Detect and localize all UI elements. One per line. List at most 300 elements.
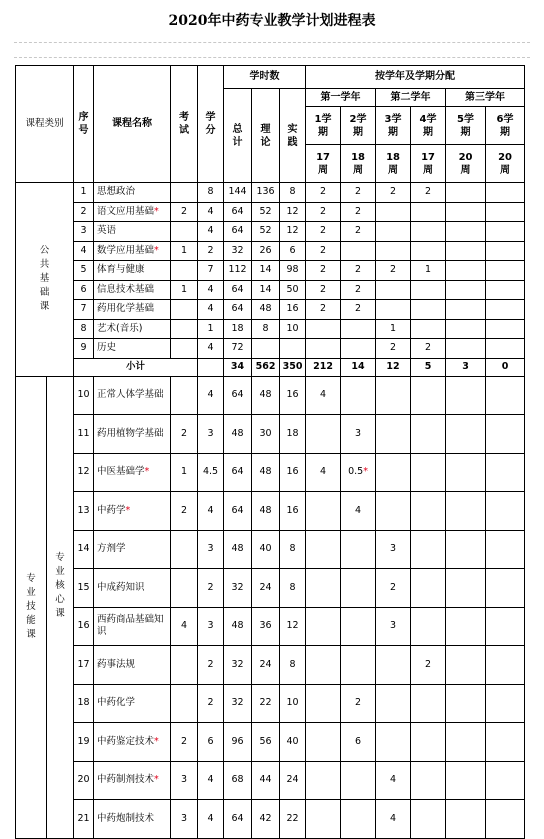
- table-row: [16, 415, 525, 454]
- weeks-header: [341, 145, 376, 183]
- semester-label-line: 3学: [384, 113, 402, 125]
- theory-hours: 42: [252, 800, 280, 839]
- total-hours: 18: [224, 319, 252, 339]
- exam-value: 2: [171, 202, 198, 222]
- weeks-label-line: 17: [421, 151, 435, 163]
- credit-header: 学 分: [198, 66, 224, 183]
- table-row: [16, 684, 525, 723]
- practice-hours: 10: [280, 319, 306, 339]
- semester-hours: [341, 761, 376, 800]
- theory-hours: 26: [252, 241, 280, 261]
- credit-value: 3: [198, 415, 224, 454]
- practice-hours: 98: [280, 261, 306, 281]
- semester-hours: [376, 607, 411, 646]
- semester-hours: [446, 183, 486, 203]
- exam-header: 考 试: [171, 66, 198, 183]
- teaching-plan-table: [15, 65, 525, 839]
- exam-value: 3: [171, 800, 198, 839]
- table-row: [16, 492, 525, 531]
- row-number: 4: [74, 241, 94, 261]
- row-number: 13: [74, 492, 94, 531]
- semester-hours: [486, 607, 525, 646]
- course-name: [94, 646, 171, 685]
- exam-value: 4: [171, 607, 198, 646]
- semester-hours: [486, 241, 525, 261]
- course-name: [94, 241, 171, 261]
- semester-label: [315, 113, 332, 139]
- semester-hours: [486, 800, 525, 839]
- exam-value: 2: [171, 492, 198, 531]
- total-hours: 32: [224, 569, 252, 608]
- semester-header: [411, 107, 446, 145]
- weeks-label: [459, 151, 473, 177]
- course-name: [94, 183, 171, 203]
- theory-hours: 136: [252, 183, 280, 203]
- hours-header: 学时数: [224, 66, 306, 89]
- semester-hours: [376, 646, 411, 685]
- semester-hours: [306, 530, 341, 569]
- semester-hours: [411, 415, 446, 454]
- table-row: [16, 300, 525, 320]
- subtotal-s4: 3: [446, 358, 486, 376]
- semester-hours: [341, 646, 376, 685]
- semester-hours: [376, 222, 411, 242]
- table-row: [16, 319, 525, 339]
- semester-hours: [376, 300, 411, 320]
- table-body: [16, 66, 525, 839]
- semester-hours-text: 3: [390, 620, 397, 632]
- semester-hours: [411, 222, 446, 242]
- semester-hours: [411, 202, 446, 222]
- credit-value: 4: [198, 202, 224, 222]
- semester-hours: [486, 300, 525, 320]
- theory-hours: 44: [252, 761, 280, 800]
- semester-hours: [341, 319, 376, 339]
- semester-hours-text: 6: [355, 735, 362, 747]
- row-number: 1: [74, 183, 94, 203]
- course-name-text: 中药炮制技术: [97, 812, 155, 824]
- theory-hours: 14: [252, 261, 280, 281]
- total-hours: 64: [224, 280, 252, 300]
- exam-value: 1: [171, 280, 198, 300]
- table-row: [16, 261, 525, 281]
- semester-hours-text: 4: [320, 466, 327, 478]
- theory-hours: 24: [252, 569, 280, 608]
- semester-hours: [306, 261, 341, 281]
- semester-hours: [446, 319, 486, 339]
- practice-hours: 12: [280, 607, 306, 646]
- semester-hours: [376, 492, 411, 531]
- semester-hours: [446, 607, 486, 646]
- semester-hours: [446, 684, 486, 723]
- table-row: [16, 800, 525, 839]
- semester-hours: [411, 800, 446, 839]
- semester-hours: [341, 415, 376, 454]
- semester-hours: [306, 492, 341, 531]
- semester-hours: [446, 569, 486, 608]
- semester-hours: [306, 300, 341, 320]
- semester-hours: [306, 569, 341, 608]
- semester-hours: [486, 319, 525, 339]
- credit-value: 4: [198, 339, 224, 359]
- total-hours: 64: [224, 376, 252, 415]
- total-hours: 32: [224, 646, 252, 685]
- practice-hours: 22: [280, 800, 306, 839]
- vertical-label: 专业技能课: [26, 573, 36, 640]
- weeks-label: [421, 151, 435, 177]
- exam-value: 2: [171, 723, 198, 762]
- semester-hours: [446, 761, 486, 800]
- semester-label: [457, 113, 474, 139]
- practice-hours: 24: [280, 761, 306, 800]
- semester-header: [341, 107, 376, 145]
- semester-hours-text: 4: [355, 504, 362, 516]
- category-header: 课程类别: [16, 66, 74, 183]
- semester-hours: [411, 646, 446, 685]
- subtotal-exam: [198, 358, 224, 376]
- semester-hours: [446, 415, 486, 454]
- semester-hours-text: 2: [320, 303, 327, 315]
- course-name-text: 中药学: [97, 504, 126, 516]
- total-hours: 32: [224, 241, 252, 261]
- semester-hours: [341, 183, 376, 203]
- course-name-text: 中成药知识: [97, 581, 145, 593]
- course-name: [94, 319, 171, 339]
- semester-hours: [486, 530, 525, 569]
- semester-hours: [411, 241, 446, 261]
- weeks-label-line: 周: [460, 164, 471, 176]
- row-number: 10: [74, 376, 94, 415]
- semester-hours: [376, 376, 411, 415]
- semester-hours: [306, 241, 341, 261]
- theory-hours: 48: [252, 376, 280, 415]
- weeks-label: [498, 151, 512, 177]
- semester-hours: [341, 339, 376, 359]
- subtotal-practice: 212: [306, 358, 341, 376]
- semester-label-line: 期: [500, 126, 511, 138]
- year3-header: 第三学年: [446, 89, 525, 107]
- year2-header: 第二学年: [376, 89, 446, 107]
- exam-value: [171, 300, 198, 320]
- semester-hours: [486, 453, 525, 492]
- row-number: 12: [74, 453, 94, 492]
- row-number: 17: [74, 646, 94, 685]
- semester-hours: [306, 415, 341, 454]
- semester-hours: [486, 376, 525, 415]
- page-title: 2020年中药专业教学计划进程表: [168, 13, 376, 29]
- weeks-label-line: 18: [351, 151, 365, 163]
- course-name-text: 中医基础学: [97, 466, 145, 478]
- semester-hours: [486, 684, 525, 723]
- seq-header: 序 号: [74, 66, 94, 183]
- semester-header: [306, 107, 341, 145]
- semester-hours: [306, 280, 341, 300]
- semester-hours-text: 2: [425, 342, 432, 354]
- public-category: [16, 183, 74, 377]
- semester-hours: [306, 202, 341, 222]
- required-star: *: [154, 774, 159, 786]
- weeks-label-line: 周: [500, 164, 511, 176]
- semester-hours: [486, 569, 525, 608]
- practice-hours: 16: [280, 453, 306, 492]
- semester-hours: [341, 241, 376, 261]
- exam-value: 2: [171, 415, 198, 454]
- semester-hours: [376, 319, 411, 339]
- semester-hours-text: 2: [355, 697, 362, 709]
- practice-hours: 10: [280, 684, 306, 723]
- total-hours: 72: [224, 339, 252, 359]
- exam-value: 1: [171, 241, 198, 261]
- table-row: [16, 241, 525, 261]
- total-hours: 64: [224, 300, 252, 320]
- semester-hours: [486, 415, 525, 454]
- course-name-text: 体育与健康: [97, 264, 145, 276]
- weeks-label-line: 17: [316, 151, 330, 163]
- practice-hours: 12: [280, 222, 306, 242]
- semester-hours: [446, 241, 486, 261]
- course-name-text: 中药鉴定技术: [97, 735, 155, 747]
- row-number: 14: [74, 530, 94, 569]
- weeks-label-line: 18: [386, 151, 400, 163]
- required-star: *: [154, 735, 159, 747]
- weeks-header: [486, 145, 525, 183]
- course-name: [94, 339, 171, 359]
- semester-hours-text: 2: [320, 264, 327, 276]
- semester-hours: [486, 339, 525, 359]
- practice-hours: 16: [280, 376, 306, 415]
- semester-hours: [341, 300, 376, 320]
- exam-value: [171, 530, 198, 569]
- semester-hours: [411, 607, 446, 646]
- vertical-label: 公共基础课: [39, 245, 50, 313]
- theory-hours: 40: [252, 530, 280, 569]
- semester-hours: [306, 800, 341, 839]
- weeks-label: [386, 151, 400, 177]
- semester-hours-text: 2: [390, 342, 397, 354]
- semester-label: [350, 113, 367, 139]
- semester-hours: [411, 761, 446, 800]
- course-name-text: 方剂学: [97, 543, 126, 555]
- professional-category: [16, 376, 47, 838]
- semester-hours: [376, 761, 411, 800]
- credit-value: 4: [198, 300, 224, 320]
- total-header: 总 计: [224, 89, 252, 183]
- semester-hours-text: 2: [355, 225, 362, 237]
- semester-hours-text: 1: [390, 322, 397, 334]
- semester-hours: [446, 280, 486, 300]
- semester-hours-text: 4: [320, 389, 327, 401]
- semester-hours: [486, 202, 525, 222]
- subtotal-s2: 12: [376, 358, 411, 376]
- table-row: [16, 280, 525, 300]
- semester-hours-text: 2: [320, 283, 327, 295]
- semester-hours-text: 2: [425, 658, 432, 670]
- semester-hours: [411, 300, 446, 320]
- exam-value: [171, 183, 198, 203]
- semester-hours: [306, 453, 341, 492]
- course-name: [94, 415, 171, 454]
- course-name-text: 信息技术基础: [97, 283, 155, 295]
- theory-hours: 52: [252, 222, 280, 242]
- semester-hours: [411, 453, 446, 492]
- theory-hours: 48: [252, 453, 280, 492]
- credit-value: 4: [198, 376, 224, 415]
- credit-value: 4: [198, 492, 224, 531]
- semester-hours: [486, 646, 525, 685]
- course-name: [94, 684, 171, 723]
- semester-hours: [446, 800, 486, 839]
- semester-hours: [411, 319, 446, 339]
- semester-hours-text: 2: [320, 205, 327, 217]
- semester-hours: [446, 453, 486, 492]
- total-hours: 48: [224, 607, 252, 646]
- semester-hours: [446, 261, 486, 281]
- weeks-label-line: 20: [458, 151, 473, 163]
- semester-label-line: 期: [423, 126, 434, 138]
- total-hours: 112: [224, 261, 252, 281]
- exam-value: [171, 339, 198, 359]
- practice-hours: 8: [280, 530, 306, 569]
- semester-hours: [446, 222, 486, 242]
- exam-value: 1: [171, 453, 198, 492]
- weeks-label-line: 周: [423, 164, 434, 176]
- subtotal-s3: 5: [411, 358, 446, 376]
- semester-hours: [341, 376, 376, 415]
- semester-hours-text: 2: [355, 264, 362, 276]
- semester-hours-text: 2: [390, 264, 397, 276]
- semester-hours: [341, 530, 376, 569]
- subtotal-s1: 14: [341, 358, 376, 376]
- theory-hours: 52: [252, 202, 280, 222]
- semester-hours-text: 2: [355, 205, 362, 217]
- course-name-text: 药用植物学基础: [97, 427, 164, 439]
- course-name-header: 课程名称: [94, 66, 171, 183]
- semester-hours: [486, 183, 525, 203]
- credit-value: 3: [198, 530, 224, 569]
- semester-hours: [306, 646, 341, 685]
- semester-hours: [341, 280, 376, 300]
- row-number: 2: [74, 202, 94, 222]
- semester-label-line: 期: [460, 126, 471, 138]
- course-name: [94, 607, 171, 646]
- semester-hours: [376, 183, 411, 203]
- subtotal-credit: 34: [224, 358, 252, 376]
- practice-header: 实 践: [280, 89, 306, 183]
- practice-hours: 12: [280, 202, 306, 222]
- semester-hours: [306, 222, 341, 242]
- course-name-text: 思想政治: [97, 186, 136, 198]
- table-row: [16, 376, 525, 415]
- semester-hours-text: 2: [320, 186, 327, 198]
- semester-hours-text: 2: [320, 244, 327, 256]
- semester-hours-text: 2: [320, 225, 327, 237]
- credit-value: 2: [198, 569, 224, 608]
- row-number: 16: [74, 607, 94, 646]
- semester-hours-text: 2: [390, 581, 397, 593]
- exam-value: [171, 684, 198, 723]
- total-hours: 64: [224, 453, 252, 492]
- theory-hours: 24: [252, 646, 280, 685]
- theory-hours: 48: [252, 300, 280, 320]
- practice-hours: [280, 339, 306, 359]
- semester-label-line: 期: [388, 126, 399, 138]
- semester-hours: [446, 300, 486, 320]
- course-name-text: 数学应用基础: [97, 244, 155, 256]
- semester-label-line: 2学: [349, 113, 367, 125]
- row-number: 15: [74, 569, 94, 608]
- credit-value: 3: [198, 607, 224, 646]
- semester-label-line: 6学: [496, 113, 514, 125]
- professional-subcategory: [47, 376, 74, 838]
- course-name-text: 艺术(音乐): [97, 322, 143, 334]
- weeks-header: [446, 145, 486, 183]
- semester-hours-text: 4: [390, 774, 397, 786]
- semester-hours: [486, 723, 525, 762]
- semester-hours: [446, 530, 486, 569]
- total-hours: 144: [224, 183, 252, 203]
- semester-hours-text: 1: [425, 264, 432, 276]
- table-row: [16, 453, 525, 492]
- course-name: [94, 723, 171, 762]
- required-star: *: [154, 205, 159, 217]
- course-name-text: 药用化学基础: [97, 303, 155, 315]
- practice-hours: 8: [280, 569, 306, 608]
- dashed-divider: [14, 57, 530, 58]
- semester-hours: [306, 376, 341, 415]
- semester-hours: [376, 684, 411, 723]
- semester-hours: [446, 646, 486, 685]
- semester-hours: [341, 684, 376, 723]
- semester-hours: [486, 261, 525, 281]
- table-row: [16, 222, 525, 242]
- semester-hours: [341, 453, 376, 492]
- credit-value: 4.5: [198, 453, 224, 492]
- credit-value: 6: [198, 723, 224, 762]
- course-name-text: 正常人体学基础: [97, 389, 164, 401]
- semester-hours-text: 0.5: [348, 466, 364, 478]
- semester-hours: [446, 492, 486, 531]
- semester-hours: [446, 723, 486, 762]
- practice-hours: 8: [280, 646, 306, 685]
- semester-hours: [411, 492, 446, 531]
- weeks-label-line: 周: [388, 164, 399, 176]
- table-row: [16, 723, 525, 762]
- total-hours: 68: [224, 761, 252, 800]
- course-name-text: 历史: [97, 342, 117, 354]
- semester-hours: [486, 222, 525, 242]
- course-name: [94, 800, 171, 839]
- required-star: *: [125, 504, 131, 516]
- theory-hours: [252, 339, 280, 359]
- total-hours: 96: [224, 723, 252, 762]
- table-row: [16, 607, 525, 646]
- credit-value: 4: [198, 280, 224, 300]
- table-row: [16, 761, 525, 800]
- semester-hours-text: 3: [390, 543, 397, 555]
- semester-hours: [376, 530, 411, 569]
- credit-value: 7: [198, 261, 224, 281]
- exam-value: [171, 222, 198, 242]
- semester-hours: [411, 339, 446, 359]
- practice-hours: 6: [280, 241, 306, 261]
- practice-hours: 16: [280, 300, 306, 320]
- course-name-text: 英语: [97, 225, 117, 237]
- semester-hours-text: 2: [355, 303, 362, 315]
- required-star: *: [144, 466, 150, 478]
- subtotal-row: [16, 358, 525, 376]
- exam-value: [171, 376, 198, 415]
- vertical-label: 专业核心课: [55, 551, 65, 619]
